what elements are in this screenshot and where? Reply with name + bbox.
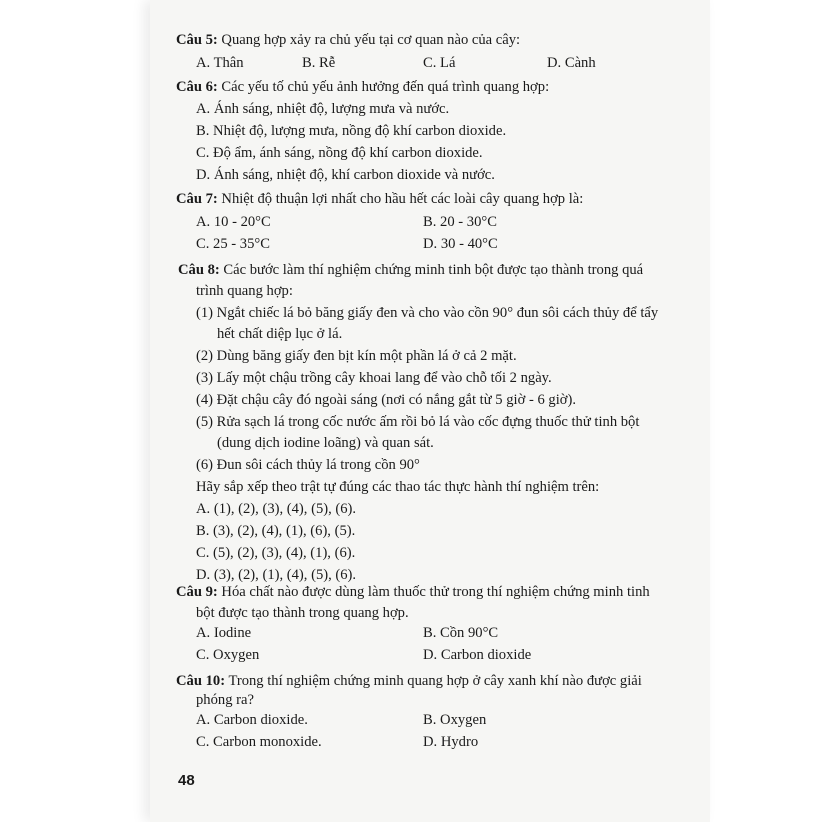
option-c: C. 25 - 35°C (196, 236, 270, 252)
option-a: A. Iodine (196, 625, 252, 641)
option-b: B. 20 - 30°C (423, 214, 497, 230)
option-c: C. (5), (2), (3), (4), (1), (6). (196, 545, 356, 561)
question-label: Câu 9: (176, 584, 218, 600)
question-label: Câu 5: (176, 32, 218, 48)
option-b: B. (3), (2), (4), (1), (6), (5). (196, 523, 356, 539)
step-1: (1) Ngắt chiếc lá bỏ băng giấy đen và cho vào cồn 90° đun sôi cách thủy để tẩy (196, 305, 659, 321)
option-a: A. Thân (196, 55, 244, 71)
option-b: B. Cồn 90°C (423, 625, 499, 641)
step-5: (5) Rửa sạch lá trong cốc nước ấm rồi bỏ lá vào cốc đựng thuốc thử tinh bột (196, 414, 640, 430)
question-text-cont: phóng ra? (196, 692, 254, 708)
question-label: Câu 7: (176, 191, 218, 207)
question-text: Hóa chất nào được dùng làm thuốc thử trong thí nghiệm chứng minh tinh (217, 584, 650, 600)
step-3: (3) Lấy một chậu trồng cây khoai lang để vào chỗ tối 2 ngày. (196, 370, 552, 386)
option-c: C. Oxygen (196, 647, 260, 663)
option-a: A. 10 - 20°C (196, 214, 271, 230)
question-prompt: Hãy sắp xếp theo trật tự đúng các thao tác thực hành thí nghiệm trên: (196, 479, 600, 495)
step-4: (4) Đặt chậu cây đó ngoài sáng (nơi có nắng gắt từ 5 giờ - 6 giờ). (196, 392, 576, 408)
question-text: Nhiệt độ thuận lợi nhất cho hầu hết các loài cây quang hợp là: (217, 191, 584, 207)
question-text-cont: trình quang hợp: (196, 283, 293, 299)
option-d: D. (3), (2), (1), (4), (5), (6). (196, 567, 357, 583)
question-text-cont: bột được tạo thành trong quang hợp. (196, 605, 409, 621)
question-label: Câu 6: (176, 79, 218, 95)
step-1-cont: hết chất diệp lục ở lá. (217, 326, 343, 342)
question-text: Quang hợp xảy ra chủ yếu tại cơ quan nào của cây: (217, 32, 521, 48)
option-c: C. Carbon monoxide. (196, 734, 322, 750)
question-text: Các yếu tố chủ yếu ảnh hưởng đến quá trình quang hợp: (217, 79, 550, 95)
option-d: D. Ánh sáng, nhiệt độ, khí carbon dioxide và nước. (196, 167, 495, 183)
option-b: B. Rễ (302, 55, 336, 71)
option-b: B. Oxygen (423, 712, 487, 728)
option-d: D. 30 - 40°C (423, 236, 498, 252)
question-label: Câu 10: (176, 673, 226, 689)
step-5-cont: (dung dịch iodine loãng) và quan sát. (217, 435, 434, 451)
question-text: Trong thí nghiệm chứng minh quang hợp ở cây xanh khí nào được giải (225, 673, 642, 689)
option-a: A. (1), (2), (3), (4), (5), (6). (196, 501, 357, 517)
step-2: (2) Dùng băng giấy đen bịt kín một phần lá ở cả 2 mặt. (196, 348, 517, 364)
question-text: Các bước làm thí nghiệm chứng minh tinh bột được tạo thành trong quá (219, 262, 644, 278)
page-number: 48 (178, 772, 195, 789)
option-a: A. Carbon dioxide. (196, 712, 308, 728)
option-d: D. Carbon dioxide (423, 647, 532, 663)
option-c: C. Lá (423, 55, 456, 71)
option-b: B. Nhiệt độ, lượng mưa, nồng độ khí carbon dioxide. (196, 123, 507, 139)
option-d: D. Hydro (423, 734, 479, 750)
option-a: A. Ánh sáng, nhiệt độ, lượng mưa và nước. (196, 101, 450, 117)
question-label: Câu 8: (178, 262, 220, 278)
option-c: C. Độ ẩm, ánh sáng, nồng độ khí carbon dioxide. (196, 145, 483, 161)
option-d: D. Cành (547, 55, 596, 71)
step-6: (6) Đun sôi cách thủy lá trong cồn 90° (196, 457, 420, 473)
